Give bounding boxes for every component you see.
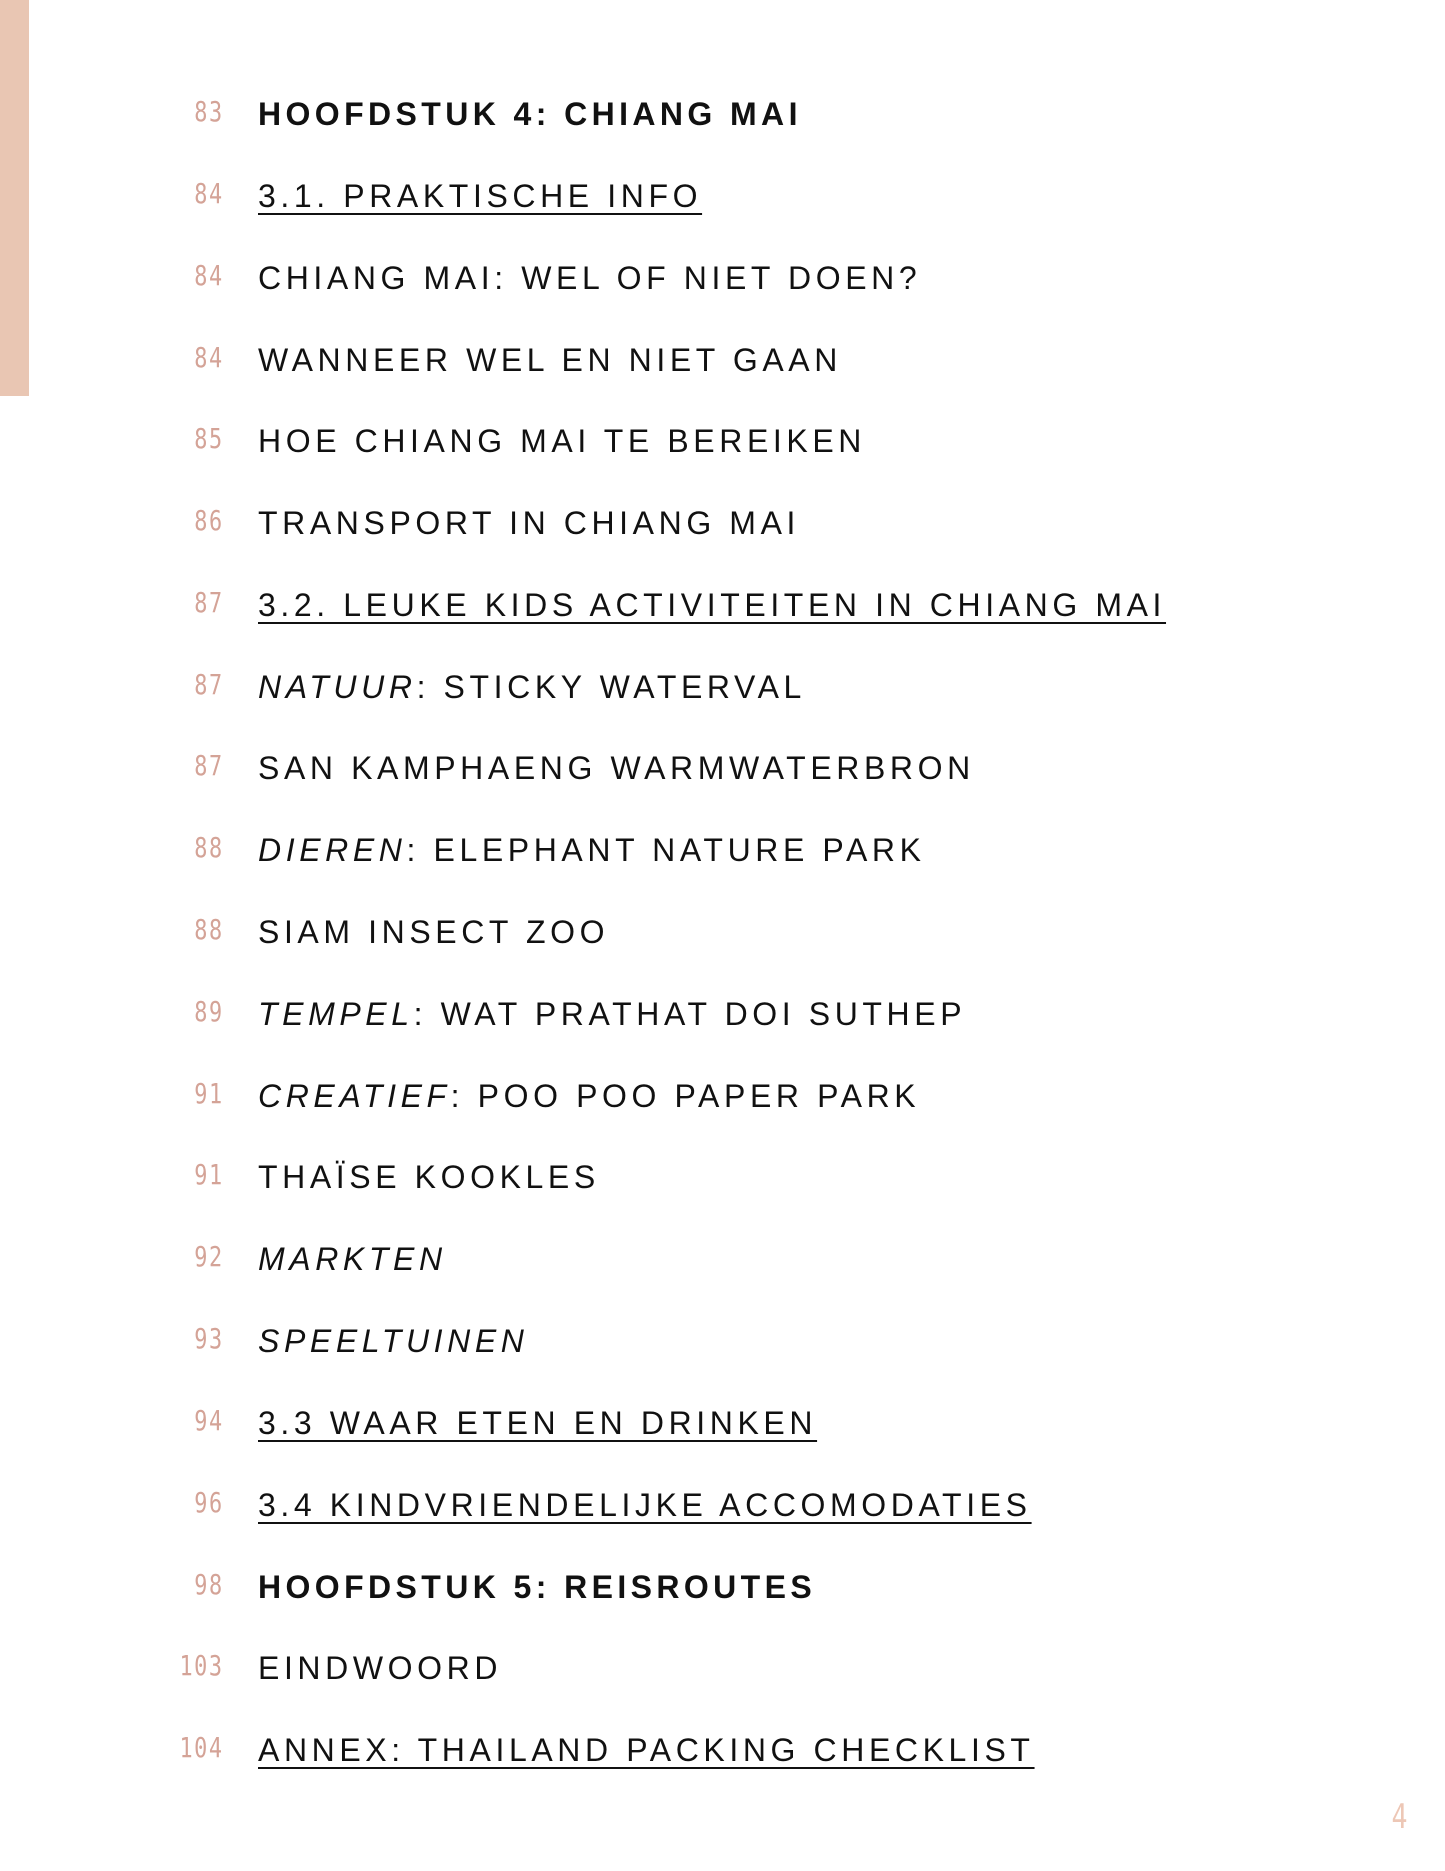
toc-subsection[interactable] [258, 1321, 529, 1361]
toc-category-label: NATUUR [258, 669, 417, 705]
toc-entry-row[interactable] [0, 92, 1445, 152]
toc-subsection[interactable] [258, 421, 866, 461]
toc-section-link[interactable] [258, 1403, 817, 1443]
toc-section-link[interactable] [258, 1730, 1035, 1770]
toc-subsection[interactable] [258, 830, 926, 870]
toc-entry-text: EINDWOORD [258, 1650, 503, 1686]
toc-chapter-heading[interactable] [258, 1567, 816, 1607]
toc-entry-text: 3.2. LEUKE KIDS ACTIVITEITEN IN CHIANG MAI [258, 587, 1167, 623]
toc-subsection[interactable] [258, 994, 966, 1034]
toc-entry-row[interactable] [0, 338, 1445, 398]
toc-subsection[interactable] [258, 503, 800, 543]
toc-entry-text: 3.4 KINDVRIENDELIJKE ACCOMODATIES [258, 1487, 1032, 1523]
toc-category-label: TEMPEL [258, 996, 414, 1032]
toc-subsection[interactable] [258, 1648, 502, 1688]
toc-entry-row[interactable] [0, 1401, 1445, 1461]
toc-entry-row[interactable] [0, 1155, 1445, 1215]
toc-page-number: 96 [194, 1486, 224, 1519]
toc-subsection[interactable] [258, 340, 842, 380]
toc-page-number: 85 [194, 422, 224, 455]
toc-page-number: 83 [194, 95, 224, 128]
toc-page-number: 87 [194, 749, 224, 782]
toc-entry-text: 3.3 WAAR ETEN EN DRINKEN [258, 1405, 818, 1441]
toc-entry-row[interactable] [0, 1646, 1445, 1706]
toc-entry-text: CHIANG MAI: WEL OF NIET DOEN? [258, 260, 922, 296]
toc-entry-text: HOE CHIANG MAI TE BEREIKEN [258, 423, 866, 459]
toc-entry-row[interactable] [0, 992, 1445, 1052]
page-number-footer: 4 [1391, 1797, 1407, 1837]
toc-page-number: 89 [194, 995, 224, 1028]
toc-entry-row[interactable] [0, 1565, 1445, 1625]
toc-entry-text: SAN KAMPHAENG WARMWATERBRON [258, 750, 975, 786]
toc-category-label: CREATIEF [258, 1078, 451, 1114]
toc-entry-text: : ELEPHANT NATURE PARK [406, 832, 926, 868]
toc-page-number: 84 [194, 177, 224, 210]
toc-section-link[interactable] [258, 1485, 1032, 1525]
toc-page-number: 91 [194, 1077, 224, 1110]
toc-page-number: 94 [194, 1404, 224, 1437]
toc-subsection[interactable] [258, 258, 921, 298]
toc-entry-text: 3.1. PRAKTISCHE INFO [258, 178, 703, 214]
toc-page-number: 86 [194, 504, 224, 537]
toc-entry-text: ANNEX: THAILAND PACKING CHECKLIST [258, 1732, 1035, 1768]
toc-entry-text: HOOFDSTUK 4: CHIANG MAI [258, 96, 802, 132]
toc-entry-row[interactable] [0, 501, 1445, 561]
toc-subsection[interactable] [258, 1239, 447, 1279]
toc-entry-row[interactable] [0, 746, 1445, 806]
toc-page-number: 87 [194, 586, 224, 619]
toc-subsection[interactable] [258, 912, 609, 952]
toc-section-link[interactable] [258, 585, 1166, 625]
toc-entry-row[interactable] [0, 1483, 1445, 1543]
toc-entry-text: SIAM INSECT ZOO [258, 914, 610, 950]
toc-entry-row[interactable] [0, 910, 1445, 970]
toc-page-number: 93 [194, 1322, 224, 1355]
toc-page-number: 92 [194, 1240, 224, 1273]
toc-page-number: 88 [194, 913, 224, 946]
toc-entry-text: : WAT PRATHAT DOI SUTHEP [413, 996, 967, 1032]
toc-entry-row[interactable] [0, 419, 1445, 479]
toc-category-label: DIEREN [258, 832, 407, 868]
toc-page-number: 84 [194, 259, 224, 292]
toc-entry-text: : STICKY WATERVAL [416, 669, 806, 705]
toc-entry-row[interactable] [0, 1728, 1445, 1788]
toc-subsection[interactable] [258, 1157, 600, 1197]
toc-entry-text: THAÏSE KOOKLES [258, 1159, 600, 1195]
toc-page-number: 91 [194, 1158, 224, 1191]
toc-page-number: 98 [194, 1568, 224, 1601]
toc-page-number: 87 [194, 668, 224, 701]
toc-page-number: 88 [194, 831, 224, 864]
toc-section-link[interactable] [258, 176, 702, 216]
toc-entry-row[interactable] [0, 1319, 1445, 1379]
toc-chapter-heading[interactable] [258, 94, 802, 134]
toc-entry-text: : POO POO PAPER PARK [450, 1078, 921, 1114]
toc-entry-text: TRANSPORT IN CHIANG MAI [258, 505, 801, 541]
toc-entry-row[interactable] [0, 1237, 1445, 1297]
toc-entry-text: WANNEER WEL EN NIET GAAN [258, 342, 842, 378]
toc-entry-row[interactable] [0, 1074, 1445, 1134]
toc-entry-row[interactable] [0, 256, 1445, 316]
toc-page-number: 84 [194, 341, 224, 374]
toc-entry-row[interactable] [0, 583, 1445, 643]
toc-entry-row[interactable] [0, 174, 1445, 234]
toc-entry-row[interactable] [0, 665, 1445, 725]
toc-category-label: MARKTEN [258, 1241, 447, 1277]
toc-subsection[interactable] [258, 1076, 920, 1116]
toc-page-number: 103 [179, 1649, 224, 1682]
toc-category-label: SPEELTUINEN [258, 1323, 529, 1359]
toc-entry-row[interactable] [0, 828, 1445, 888]
toc-page-number: 104 [179, 1731, 224, 1764]
toc-subsection[interactable] [258, 667, 806, 707]
toc-entry-text: HOOFDSTUK 5: REISROUTES [258, 1569, 817, 1605]
toc-subsection[interactable] [258, 748, 975, 788]
